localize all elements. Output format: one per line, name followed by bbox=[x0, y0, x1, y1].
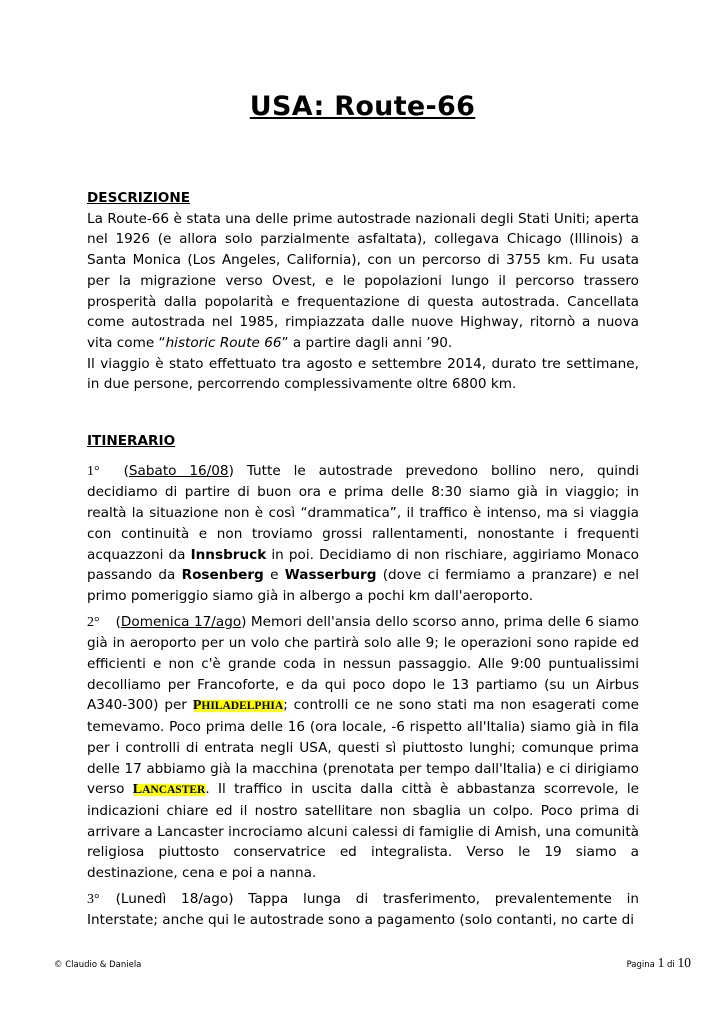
page-label: Pagina bbox=[626, 960, 655, 970]
day-2-text: ) Memori dell'ansia dello scorso anno, prima delle 6 siamo già in aeroporto per un volo che partirà solo alle 9; le operazioni sono rapide ed efficienti e non c'è grande coda in nessun passaggio. Alle 9:00 puntualissimi decolliamo per Francoforte, e da qui poco dopo le 13 partiamo (su un Airbus A340-300) per bbox=[87, 613, 639, 714]
page-total: 10 bbox=[677, 955, 691, 970]
page-title-container bbox=[0, 91, 725, 122]
descrizione-section bbox=[87, 188, 639, 395]
day-1-text: ) Tutte le autostrade prevedono bollino nero, quindi decidiamo di partire di buon ora e prima delle 8:30 siamo già in viaggio; in realtà la situazione non è così “drammatica”, il traffico è intenso, ma si viaggia con continuità e non troviamo grossi rallentamenti, nonostante i frequenti acquazzoni da bbox=[87, 462, 640, 563]
descrizione-text-end: ” a partire dagli anni ’90. bbox=[281, 334, 453, 351]
place-wasserburg: Wasserburg bbox=[284, 567, 377, 584]
descrizione-text: La Route-66 è stata una delle prime autostrade nazionali degli Stati Uniti; aperta nel 1926 (e allora solo parzialmente asfaltata), collegava Chicago (Illinois) a Santa Monica (Los Angeles, California), con un percorso di 3755 km. Fu usata per la migrazione verso Ovest, e le popolazioni lungo il percorso trassero prosperità dalla popolarità e frequentazione di questa autostrada. Cancellata come autostrada nel 1985, rimpiazzata dalle nuove Highway, ritornò a nuova vita come “ bbox=[87, 210, 639, 351]
place-philadelphia bbox=[193, 700, 283, 712]
place-rosenberg: Rosenberg bbox=[181, 567, 264, 584]
lancaster-initial: L bbox=[132, 782, 143, 798]
philadelphia-initial: P bbox=[192, 698, 202, 714]
day-2-text-3: . Il traffico in uscita dalla città è abbastanza scorrevole, le indicazioni chiare ed il nostro satellitare non sbaglia un colpo. Poco prima di arrivare a Lancaster incrociamo alcuni calessi di famiglie di Amish, una comunità religiosa piuttosto conservatrice ed integralista. Verso le 19 siamo a destinazione, cena e poi a nanna. bbox=[87, 781, 639, 882]
descrizione-heading: DESCRIZIONE bbox=[87, 190, 190, 206]
historic-route-66-italic: historic Route 66 bbox=[165, 334, 282, 351]
descrizione-paragraph-1 bbox=[87, 209, 639, 354]
itinerario-heading: ITINERARIO bbox=[87, 433, 176, 449]
place-innsbruck: Innsbruck bbox=[190, 546, 267, 563]
day-2-paragraph: 2° (Domenica 17/ago) Memori dell'ansia dello scorso anno, prima delle 6 siamo già in aeroporto per un volo che partirà solo alle 9; le operazioni sono rapide ed efficienti e non c'è grande coda in nessun passaggio. Alle 9:00 puntualissimi decolliamo per Francoforte, e da qui poco dopo le 13 partiamo (su un Airbus A340-300) per PHILADELPHIA; controlli ce ne sono stati ma non esagerati come temevamo. Poco prima delle 16 (ora locale, -6 rispetto all'Italia) siamo già in fila per i controlli di entrata negli USA, questi sì piuttosto lunghi; comunque prima delle 17 abbiamo già la macchina (prenotata per tempo dall'Italia) e ci dirigiamo verso LANCASTER. Il traffico in uscita dalla città è abbastanza scorrevole, le indicazioni chiare ed il nostro satellitare non sbaglia un colpo. Poco prima di arrivare a Lancaster incrociamo alcuni calessi di famiglie di Amish, una comunità religiosa piuttosto conservatrice ed integralista. Verso le 19 siamo a destinazione, cena e poi a nanna. bbox=[87, 613, 640, 882]
footer-copyright: © Claudio & Daniela bbox=[54, 960, 142, 970]
page-title: USA: Route-66 bbox=[249, 91, 476, 122]
day-3-text: ) Tappa lunga di trasferimento, prevalentemente in Interstate; anche qui le autostrade sono a pagamento (solo contanti, no carte di bbox=[87, 890, 639, 929]
itinerario-section bbox=[87, 431, 639, 931]
day-1-text-4: (dove ci fermiamo a pranzare) e nel primo pomeriggio siamo già in albergo a pochi km dall'aeroporto. bbox=[87, 567, 639, 604]
day-1-date: Sabato 16/08 bbox=[128, 462, 229, 479]
descrizione-text-2: Il viaggio è stato effettuato tra agosto e settembre 2014, durato tre settimane, in due persone, percorrendo complessivamente oltre 6800 km. bbox=[87, 355, 639, 393]
day-3-number: 3° bbox=[87, 891, 100, 907]
footer-page-number bbox=[627, 955, 691, 971]
day-1-paragraph: 1° (Sabato 16/08) Tutte le autostrade prevedono bollino nero, quindi decidiamo di partire di buon ora e prima delle 8:30 siamo già in viaggio; in realtà la situazione non è così “drammatica”, il traffico è intenso, ma si viaggia con continuità e non troviamo grossi rallentamenti, nonostante i frequenti acquazzoni da Innsbruck in poi. Decidiamo di non rischiare, aggiriamo Monaco passando da Rosenberg e Wasserburg (dove ci fermiamo a pranzare) e nel primo pomeriggio siamo già in albergo a pochi km dall'aeroporto. bbox=[87, 462, 640, 604]
day-2-date: Domenica 17/ago bbox=[120, 613, 242, 630]
place-lancaster bbox=[133, 784, 206, 796]
page-current: 1 bbox=[657, 955, 665, 970]
day-1-text-3: e bbox=[263, 567, 285, 584]
day-1-number: 1° bbox=[87, 463, 100, 479]
page-of-label: di bbox=[667, 960, 675, 970]
day-3-paragraph: 3° (Lunedì 18/ago) Tappa lunga di trasferimento, prevalentemente in Interstate; anche qui le autostrade sono a pagamento (solo contanti, no carte di bbox=[87, 890, 639, 929]
descrizione-paragraph-2 bbox=[87, 354, 639, 395]
day-2-number: 2° bbox=[87, 614, 100, 630]
day-3-date: Lunedì 18/ago bbox=[120, 890, 229, 907]
lancaster-rest: ANCASTER bbox=[142, 784, 206, 797]
day-1-text-2: in poi. Decidiamo di non rischiare, aggiriamo Monaco passando da bbox=[87, 546, 639, 584]
philadelphia-rest: HILADELPHIA bbox=[201, 700, 284, 713]
day-2-text-2: ; controlli ce ne sono stati ma non esagerati come temevamo. Poco prima delle 16 (ora locale, -6 rispetto all'Italia) siamo già in fila per i controlli di entrata negli USA, questi sì piuttosto lunghi; comunque prima delle 17 abbiamo già la macchina (prenotata per tempo dall'Italia) e ci dirigiamo verso bbox=[87, 697, 640, 798]
